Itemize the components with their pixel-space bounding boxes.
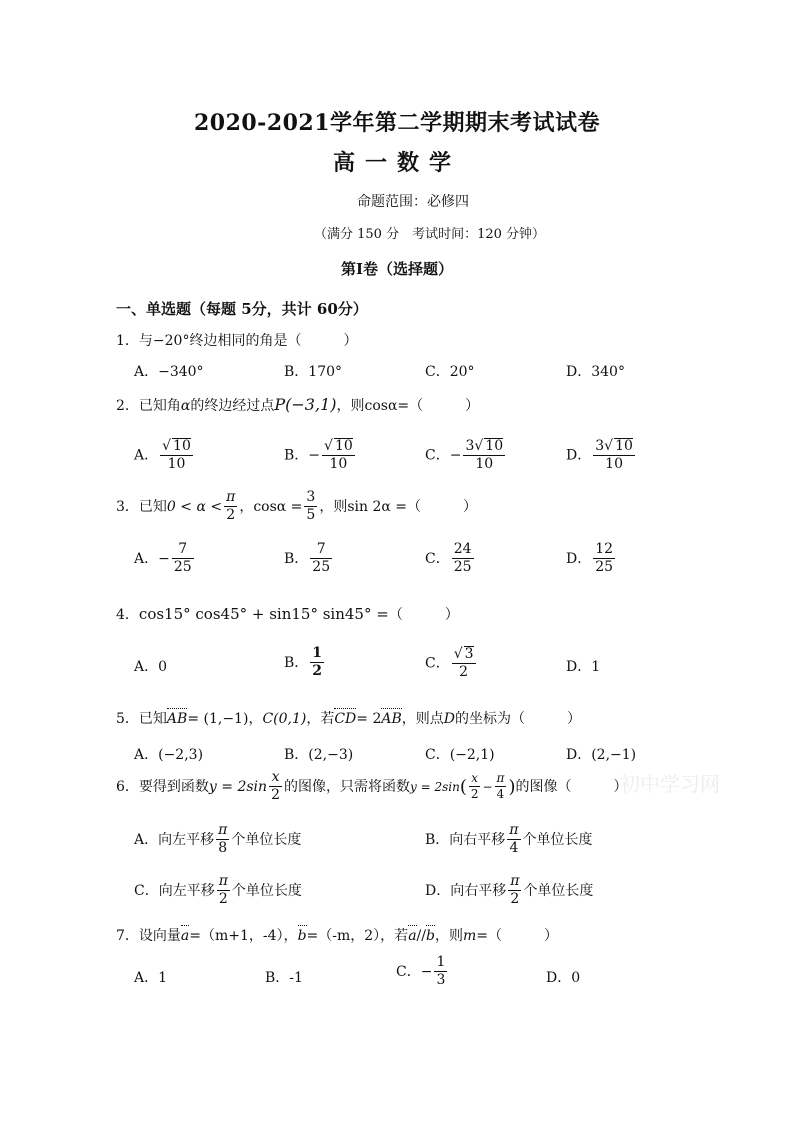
q6-option-b: B．向右平移 $\frac{\pi}{4}$ 个单位长度 <box>425 822 593 857</box>
q4-option-c: C． $\frac{√ 3}{2}$ <box>425 646 474 681</box>
paper-heading: 第Ⅰ卷（选择题） <box>340 260 454 278</box>
q1-option-c: C．20° <box>425 364 475 380</box>
q6-option-a: A．向左平移 $\frac{\pi}{8}$ 个单位长度 <box>134 822 302 857</box>
q2-stem: 2．已知角α的终边经过点P(−3,1)，则cosα=（ ） <box>116 395 480 414</box>
q2-option-d: D． $\frac{3√ 10}{10}$ <box>566 438 633 473</box>
q1-option-a: A．−340° <box>134 364 204 380</box>
exam-info: （满分 150 分 考试时间：120 分钟） <box>314 227 546 242</box>
section-heading: 一、单选题（每题 5分，共计 60分） <box>116 300 368 318</box>
q3-option-d: D． $\frac{12}{25}$ <box>566 541 614 576</box>
exam-title: 2020-2021学年第二学期期末考试试卷 <box>193 110 601 136</box>
q5-option-a: A．(−2,3) <box>134 747 204 763</box>
q2-option-a: A． $\frac{√ 10}{10}$ <box>134 438 191 473</box>
q7-option-c: C．− $\frac{1}{3}$ <box>396 954 446 989</box>
q7-option-a: A．1 <box>134 970 168 986</box>
q5-option-c: C．(−2,1) <box>425 747 495 763</box>
q3-option-a: A．− $\frac{7}{25}$ <box>134 541 192 576</box>
q6-option-c: C．向左平移 $\frac{\pi}{2}$ 个单位长度 <box>134 873 302 908</box>
q4-stem: 4．cos15° cos45° + sin15° sin45° =（ ） <box>116 605 459 623</box>
q1-option-b: B．170° <box>284 364 343 380</box>
q3-option-c: C． $\frac{24}{25}$ <box>425 541 472 576</box>
q7-option-b: B．-1 <box>265 970 303 986</box>
q2-option-b: B．− $\frac{√ 10}{10}$ <box>284 438 353 473</box>
watermark: 初中学习网 <box>620 772 720 796</box>
subject-title: 高一数学 <box>332 150 461 176</box>
q4-option-d: D．1 <box>566 659 601 675</box>
q2-option-c: C．− $\frac{3√ 10}{10}$ <box>425 438 504 473</box>
q6-option-d: D．向右平移 $\frac{\pi}{2}$ 个单位长度 <box>425 873 594 908</box>
q5-option-d: D．(2,−1) <box>566 747 637 763</box>
q3-option-b: B． $\frac{7}{25}$ <box>284 541 331 576</box>
q1-option-d: D．340° <box>566 364 625 380</box>
scope-line: 命题范围：必修四 <box>357 194 469 210</box>
q7-stem: 7．设向量a=（m+1，-4），b=（-m，2），若a//b，则m=（ ） <box>116 928 558 944</box>
q3-stem: 3．已知0 < α < $\frac{\pi}{2}$ ，cosα = $\frac{3}{5}$ ，则sin 2α =（ ） <box>116 489 477 524</box>
q7-option-d: D．0 <box>546 970 581 986</box>
q5-option-b: B．(2,−3) <box>284 747 354 763</box>
q4-option-b: B． $\frac{1}{2}$ <box>284 645 323 680</box>
q4-option-a: A．0 <box>134 659 168 675</box>
q1-stem: 1．与−20°终边相同的角是（ ） <box>116 333 358 349</box>
q6-stem: 6．要得到函数y = 2sin $\frac{x}{2}$ 的图像，只需将函数y = 2sin( $\frac{x}{2}$ − $\frac{\pi}{4}$ )的图像（ ） <box>116 769 628 804</box>
q5-stem: 5．已知AB= (1,−1)，C(0,1)，若CD= 2AB，则点D的坐标为（ ） <box>116 711 582 727</box>
